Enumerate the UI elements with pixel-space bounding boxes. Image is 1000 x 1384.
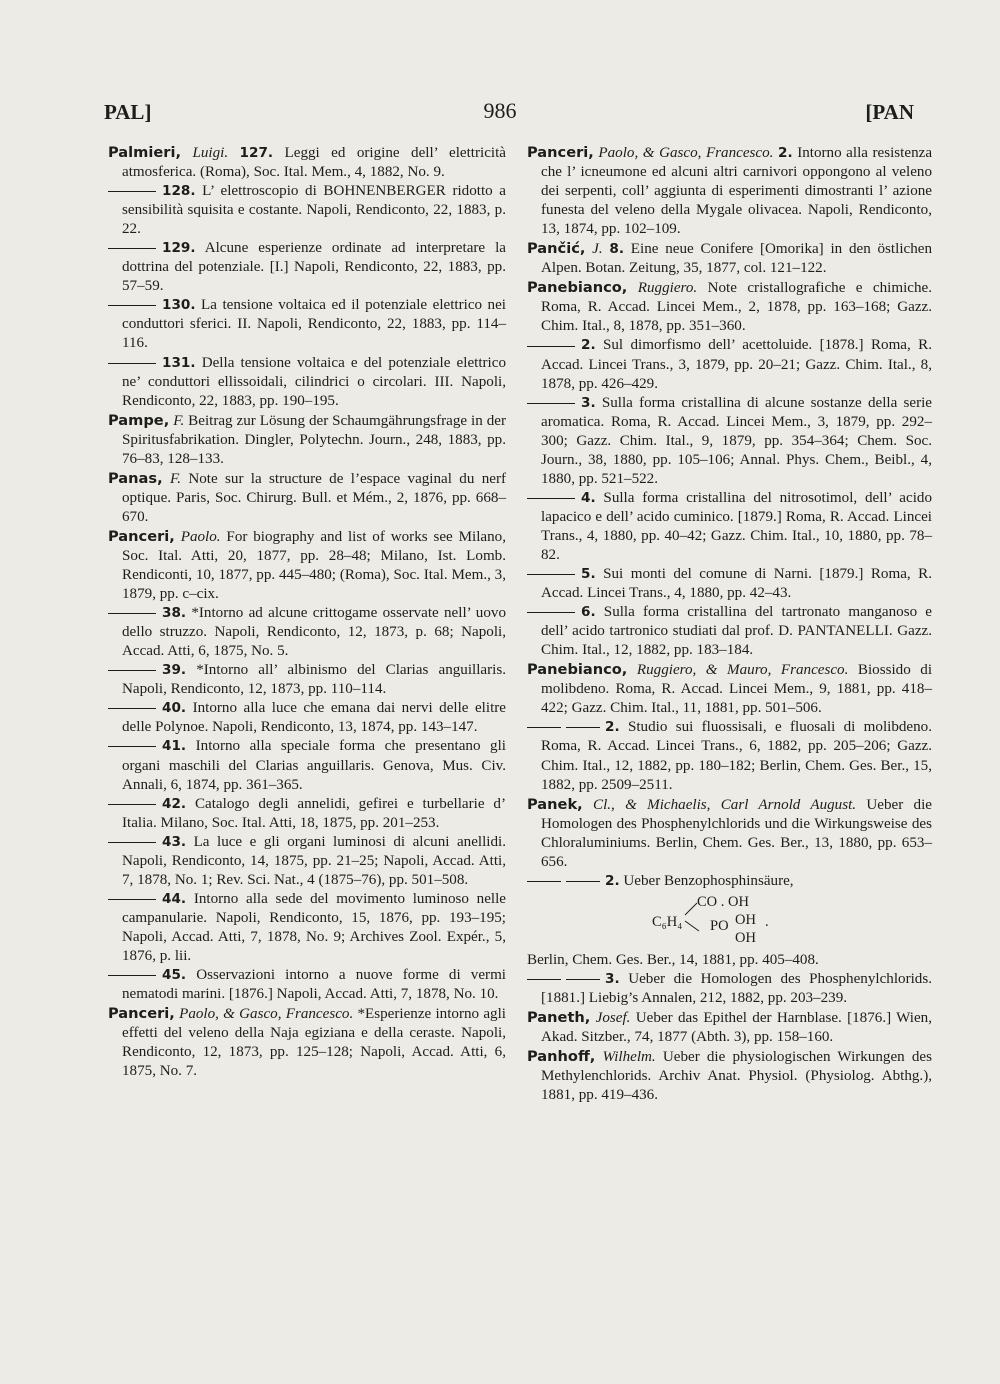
author-given-name: Ruggiero. — [637, 280, 698, 297]
entry-number: 129. — [162, 240, 196, 257]
entry-text: For biography and list of works see Milano, Soc. Ital. Atti, 20, 1877, pp. 28–48; Milano, Ist. Lomb. Rendiconti, 10, 1877, pp. 445–480; (Roma), Soc. Ital. Mem., 3, 1879, pp. c–cix. — [122, 528, 506, 603]
ditto-rule — [527, 612, 575, 613]
formula-part: OH — [735, 911, 756, 928]
bibliography-entry — [527, 951, 932, 970]
ditto-rule — [108, 670, 156, 671]
entry-text: Intorno alla sede del movimento luminoso nelle campanularie. Napoli, Rendiconto, 15, 1876, pp. 193–195; Napoli, Accad. Atti, 7, 1878, No. 9; Archives Zool. Expér., 5, 1876, p. lii. — [122, 890, 506, 964]
entry-text: *Intorno all’ albinismo del Clarias anguillaris. Napoli, Rendiconto, 12, 1873, pp. 110–114. — [122, 662, 506, 698]
entry-text: Ueber die physiologischen Wirkungen des Methylenchlorids. Archiv Anat. Physiol. (Physiolog. Abthg.), 1881, pp. 419–436. — [541, 1049, 932, 1104]
author-name: Panceri, — [527, 144, 594, 161]
entry-number: 44. — [162, 890, 187, 907]
bibliography-entry — [108, 661, 506, 699]
author-given-name: Paolo. — [180, 528, 221, 545]
ditto-rule — [527, 574, 575, 575]
entry-text: Sulla forma cristallina di alcune sostanze della serie aromatica. Roma, R. Accad. Lincei Mem., 3, 1879, pp. 292–300; Gazz. Chim. Ital., 9, 1879, pp. 354–364; Chem. Soc. Journ., 38, 1880, pp. 105–106; Annal. Phys. Chem., Beibl., 4, 1880, pp. 521–522. — [541, 394, 932, 487]
author-name: Pampe, — [108, 411, 170, 429]
bibliography-entry — [108, 354, 506, 411]
entry-text: Della tensione voltaica e del potenziale elettrico ne’ conduttori ellissoidali, cilindrici o circolari. III. Napoli, Rendiconto, 22, 1883, pp. 190–195. — [122, 354, 506, 409]
ditto-rule — [527, 881, 561, 882]
bibliography-entry — [527, 394, 932, 489]
entry-number: 131. — [162, 354, 196, 371]
right-column — [527, 143, 932, 1105]
bibliography-entry — [527, 1008, 932, 1047]
ditto-rule — [527, 727, 561, 728]
bibliography-entry — [527, 278, 932, 336]
entry-text: Berlin, Chem. Ges. Ber., 14, 1881, pp. 405–408. — [527, 951, 819, 968]
ditto-rule — [527, 403, 575, 404]
entry-text: Sui monti del comune di Narni. [1879.] Roma, R. Accad. Lincei Trans., 4, 1880, pp. 42–43. — [541, 566, 932, 602]
entry-number: 2. — [605, 872, 620, 889]
author-given-name: F. — [169, 470, 182, 487]
bibliography-entry — [108, 699, 506, 737]
bibliography-entry — [108, 182, 506, 239]
chemical-formula — [527, 891, 932, 951]
bibliography-entry — [527, 603, 932, 660]
entry-text: Eine neue Conifere [Omorika] in den östlichen Alpen. Botan. Zeitung, 35, 1877, col. 121–122. — [541, 241, 933, 277]
entry-text: *Esperienze intorno agli effetti del veleno della Naja egiziana e della ceraste. Napoli, Rendiconto, 12, 1873, pp. 125–128; Napoli, Accad. Atti, 6, 1875, No. 7. — [122, 1006, 506, 1080]
author-name: Panhoff, — [527, 1048, 596, 1066]
author-given-name: Paolo, & Gasco, Francesco. — [598, 145, 774, 161]
author-given-name: F. — [173, 412, 185, 429]
bibliography-entry — [108, 833, 506, 890]
entry-text: Osservazioni intorno a nuove forme di vermi nematodi marini. [1876.] Napoli, Accad. Atti, 7, 1878, No. 10. — [122, 967, 506, 1003]
entry-text: Ueber die Homologen des Phosphenylchlorids. [1881.] Liebig’s Annalen, 212, 1882, pp. 203–239. — [541, 970, 932, 1006]
entry-number: 3. — [581, 394, 596, 411]
ditto-rule — [108, 746, 156, 747]
author-given-name: Wilhelm. — [602, 1049, 656, 1066]
bibliography-entry — [108, 737, 506, 794]
bibliography-entry — [527, 565, 932, 603]
formula-part: . — [765, 913, 769, 930]
bibliography-entry — [108, 890, 506, 966]
bibliography-entry — [108, 143, 506, 182]
entry-number: 38. — [162, 605, 187, 622]
running-head-right: [PAN — [865, 100, 914, 124]
bibliography-entry — [527, 336, 932, 393]
entry-text: Intorno alla speciale forma che presentano gli organi maschili del Clarias anguillaris. Genova, Mus. Civ. Annali, 6, 1874, pp. 361–365. — [122, 738, 506, 793]
bibliography-entry — [527, 795, 932, 872]
bibliography-entry — [108, 966, 506, 1004]
entry-text: Note cristallografiche e chimiche. Roma, R. Accad. Lincei Mem., 2, 1878, pp. 163–168; Gazz. Chim. Ital., 8, 1878, pp. 351–360. — [541, 280, 933, 335]
ditto-rule — [527, 346, 575, 347]
ditto-rule — [108, 842, 156, 843]
formula-part: PO — [710, 917, 729, 934]
left-column — [108, 143, 506, 1081]
entry-text: Sulla forma cristallina del tartronato manganoso e dell’ acido tartronico studiati dal prof. D. PANTANELLI. Gazz. Chim. Ital., 12, 1882, pp. 183–184. — [541, 604, 932, 659]
entry-number: 41. — [162, 738, 187, 755]
entry-number: 40. — [162, 700, 187, 717]
entry-text: Leggi ed origine dell’ elettricità atmosferica. (Roma), Soc. Ital. Mem., 4, 1882, No. 9. — [122, 145, 506, 181]
author-given-name: Luigi. — [192, 145, 229, 161]
entry-number: 2. — [605, 719, 620, 736]
entry-text: *Intorno ad alcune crittogame osservate nell’ uovo dello struzzo. Napoli, Rendiconto, 12, 1873, p. 68; Napoli, Accad. Atti, 6, 1875, No. 5. — [122, 605, 506, 660]
entry-number: 127. — [239, 145, 274, 161]
ditto-rule — [108, 975, 156, 976]
bibliography-entry — [108, 1004, 506, 1081]
author-name: Pančić, — [527, 240, 586, 258]
entry-number: 130. — [162, 297, 196, 314]
ditto-rule — [108, 708, 156, 709]
entry-text: Sulla forma cristallina del nitrosotimol, dell’ acido lapacico e dell’ acido cuminico. [1879.] Roma, R. Accad. Lincei Trans., 4, 1880, pp. 40–42; Gazz. Chim. Ital., 10, 1880, pp. 78–82. — [541, 489, 932, 563]
entry-number: 4. — [581, 489, 596, 506]
ditto-rule — [108, 804, 156, 805]
ditto-rule — [566, 979, 600, 980]
entry-number: 42. — [162, 795, 187, 812]
entry-text: Catalogo degli annelidi, gefirei e turbellarie d’ Italia. Milano, Soc. Ital. Atti, 18, 1875, pp. 201–253. — [122, 795, 506, 831]
bibliography-entry — [108, 239, 506, 296]
bibliography-entry — [108, 527, 506, 604]
entry-text: La tensione voltaica ed il potenziale elettrico nei conduttori sferici. II. Napoli, Rendiconto, 22, 1883, pp. 114–116. — [122, 297, 506, 352]
entry-text: Ueber das Epithel der Harnblase. [1876.] Wien, Akad. Sitzber., 74, 1877 (Abth. 3), pp. 158–160. — [541, 1009, 932, 1046]
entry-text: Intorno alla luce che emana dai nervi delle elitre delle Polynoe. Napoli, Rendiconto, 13, 1874, pp. 143–147. — [122, 700, 506, 736]
entry-text: Beitrag zur Lösung der Schaumgährungsfrage in der Spiritusfabrikation. Dingler, Polytechn. Journ., 248, 1883, pp. 76–83, 128–133. — [122, 412, 506, 467]
bibliography-entry — [527, 970, 932, 1008]
bibliography-entry — [527, 143, 932, 239]
author-name: Paneth, — [527, 1008, 591, 1026]
author-given-name: J. — [592, 241, 603, 258]
author-name: Panceri, — [108, 1005, 175, 1023]
ditto-rule — [108, 899, 156, 900]
entry-text: Studio sui fluossisali, e fluosali di molibdeno. Roma, R. Accad. Lincei Trans., 6, 1882, pp. 205–206; Gazz. Chim. Ital., 12, 1882, pp. 180–182; Berlin, Chem. Ges. Ber., 15, 1882, pp. 2509–2511. — [541, 719, 932, 793]
entry-number: 39. — [162, 662, 187, 679]
author-given-name: Josef. — [595, 1009, 631, 1026]
ditto-rule — [108, 248, 156, 249]
entry-number: 2. — [581, 337, 596, 354]
entry-text: Biossido di molibdeno. Roma, R. Accad. Lincei Mem., 9, 1881, pp. 418–422; Gazz. Chim. Ital., 11, 1881, pp. 501–506. — [541, 662, 933, 717]
entry-text: Ueber Benzophosphinsäure, — [619, 872, 794, 889]
author-name: Panek, — [527, 795, 583, 813]
entry-number: 3. — [605, 970, 620, 987]
bibliography-entry — [108, 604, 506, 661]
formula-part: C₆H₄ — [652, 913, 683, 930]
ditto-rule — [566, 881, 600, 882]
ditto-rule — [527, 979, 561, 980]
ditto-rule — [527, 498, 575, 499]
bibliography-entry — [108, 296, 506, 353]
bibliography-entry — [527, 489, 932, 565]
running-head-left: PAL] — [104, 100, 152, 124]
bibliography-entry — [108, 469, 506, 527]
bibliography-entry — [527, 239, 932, 278]
entry-number: 6. — [581, 604, 596, 621]
bibliography-entry — [108, 795, 506, 833]
entry-number: 5. — [581, 566, 596, 583]
entry-number: 8. — [609, 241, 625, 258]
entry-number: 45. — [162, 967, 187, 984]
author-name: Panebianco, — [527, 661, 628, 679]
author-name: Panebianco, — [527, 279, 628, 297]
ditto-rule — [108, 613, 156, 614]
entry-text: Note sur la structure de l’espace vaginal du nerf optique. Paris, Soc. Chirurg. Bull. et Mém., 2, 1876, pp. 668–670. — [122, 470, 506, 525]
author-given-name: Paolo, & Gasco, Francesco. — [179, 1006, 354, 1023]
author-name: Panceri, — [108, 527, 175, 545]
author-name: Palmieri, — [108, 144, 182, 161]
entry-text: Alcune esperienze ordinate ad interpretare la dottrina del potenziale. [I.] Napoli, Rendiconto, 22, 1883, pp. 57–59. — [122, 240, 506, 295]
formula-part: CO . OH — [697, 893, 749, 910]
ditto-rule — [108, 363, 156, 364]
formula-part: OH — [735, 929, 756, 946]
entry-text: Ueber die Homologen des Phosphenylchlorids und die Wirkungsweise des Chloraluminiums. Berlin, Chem. Ges. Ber., 13, 1880, pp. 653–656. — [541, 796, 932, 870]
ditto-rule — [108, 191, 156, 192]
entry-number: 128. — [162, 183, 196, 200]
entry-number: 2. — [778, 145, 793, 161]
entry-text: La luce e gli organi luminosi di alcuni anellidi. Napoli, Rendiconto, 14, 1875, pp. 21–25; Napoli, Accad. Atti, 7, 1878, No. 1; Rev. Sci. Nat., 4 (1875–76), pp. 501–508. — [122, 833, 506, 888]
ditto-rule — [108, 305, 156, 306]
formula-bonds — [677, 891, 737, 951]
author-name: Panas, — [108, 469, 163, 487]
bibliography-entry — [108, 411, 506, 469]
page-number: 986 — [483, 98, 517, 123]
entry-text: L’ elettroscopio di BOHNENBERGER ridotto a sensibilità squisita e costante. Napoli, Rendiconto, 22, 1883, p. 22. — [122, 183, 506, 238]
entry-number: 43. — [162, 833, 187, 850]
bibliography-entry — [527, 1047, 932, 1105]
bibliography-entry — [527, 872, 932, 891]
author-given-name: Ruggiero, & Mauro, Francesco. — [636, 662, 849, 679]
entry-text: Intorno alla resistenza che l’ icneumone ed alcuni altri carnivori oppongono al veleno dei serpenti, coll’ aggiunta di esperimenti dimostranti l’ azione funesta del veleno della Mygale olivacea. Napoli, Rendiconto, 13, 1874, pp. 102–109. — [541, 145, 933, 238]
bibliography-entry — [527, 660, 932, 718]
ditto-rule — [566, 727, 600, 728]
entry-text: Sul dimorfismo dell’ acettoluide. [1878.] Roma, R. Accad. Lincei Trans., 3, 1879, pp. 20–21; Gazz. Chim. Ital., 8, 1878, pp. 426–429. — [541, 337, 932, 392]
bibliography-entry — [527, 718, 932, 794]
author-given-name: Cl., & Michaelis, Carl Arnold August. — [593, 796, 857, 813]
